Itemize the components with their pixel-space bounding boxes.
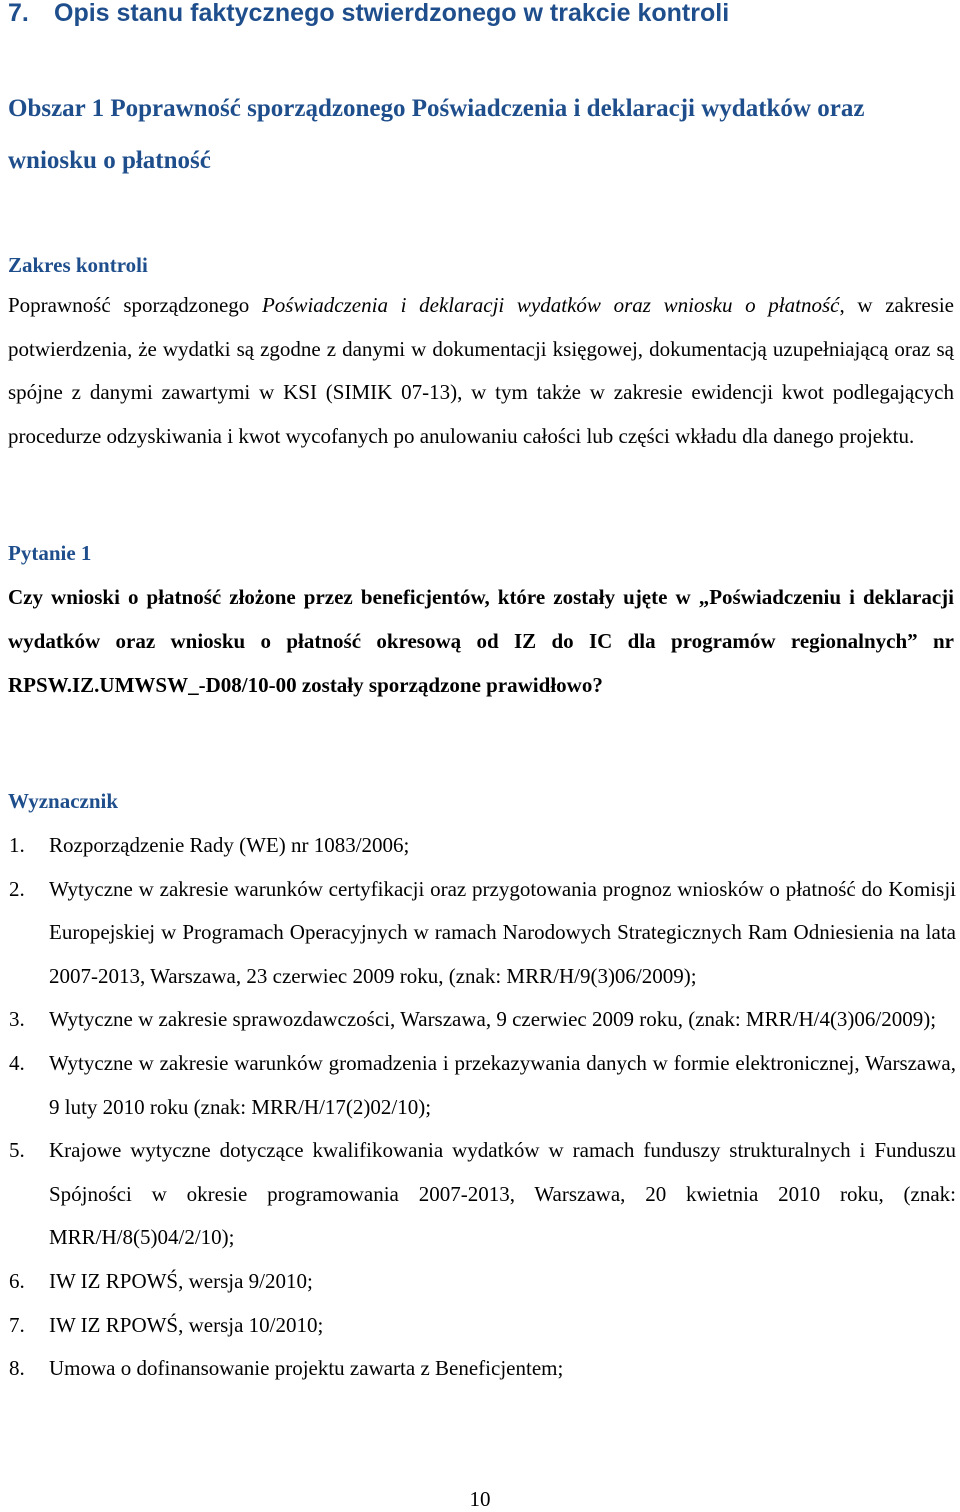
indicator-item-text: Wytyczne w zakresie sprawozdawczości, Warszawa, 9 czerwiec 2009 roku, (znak: MRR/H/4(3)06/2009); — [49, 1007, 937, 1032]
indicator-item — [0, 1347, 956, 1391]
indicator-item-text: Krajowe wytyczne dotyczące kwalifikowania wydatków w ramach funduszy strukturalnych i Funduszu Spójności w okresie programowania 2007-2013, Warszawa, 20 kwietnia 2010 roku, (znak: MRR/H/8(5)04/2/10); — [49, 1138, 956, 1250]
indicator-item-text: Wytyczne w zakresie warunków gromadzenia i przekazywania danych w formie elektronicznej, Warszawa, 9 luty 2010 roku (znak: MRR/H/17(2)02/10); — [49, 1050, 956, 1119]
indicator-item-number: 2. — [9, 876, 25, 901]
indicator-item-number: 1. — [9, 833, 25, 857]
section-number: 7. — [8, 0, 29, 27]
indicator-item-number: 8. — [9, 1356, 25, 1381]
indicator-item — [0, 1260, 956, 1304]
page-number: 10 — [469, 1487, 491, 1511]
indicator-list — [0, 824, 956, 1391]
indicator-item — [0, 1129, 956, 1260]
section-heading — [8, 0, 729, 30]
area-heading: Obszar 1 Poprawność sporządzonego Poświadczenia i deklaracji wydatków oraz wniosku o płatność — [8, 95, 865, 174]
indicator-item-text: Umowa o dofinansowanie projektu zawarta z Beneficjentem; — [49, 1356, 564, 1381]
indicator-item-number: 6. — [9, 1268, 25, 1293]
indicator-item — [0, 1042, 956, 1129]
indicator-item-number: 4. — [9, 1050, 25, 1075]
indicator-item-number: 3. — [9, 1007, 25, 1032]
section-title: Opis stanu faktycznego stwierdzonego w trakcie kontroli — [54, 0, 730, 27]
indicator-item-text: IW IZ RPOWŚ, wersja 9/2010; — [49, 1268, 313, 1293]
question-text: Czy wnioski o płatność złożone przez beneficjentów, które zostały ujęte w „Poświadczeniu i deklaracji wydatków oraz wniosku o płatność okresową od IZ do IC dla programów regionalnych” nr RPSW.IZ.UMWSW_-D08/10-00 zostały sporządzone prawidłowo? — [8, 585, 954, 697]
scope-label: Zakres kontroli — [8, 253, 148, 277]
indicator-item-text: Rozporządzenie Rady (WE) nr 1083/2006; — [49, 833, 410, 857]
indicator-item — [0, 998, 956, 1042]
indicator-label: Wyznacznik — [8, 789, 119, 813]
indicator-item — [0, 1304, 956, 1348]
indicator-item-text: Wytyczne w zakresie warunków certyfikacji oraz przygotowania prognoz wniosków o płatność do Komisji Europejskiej w Programach Operacyjnych w ramach Narodowych Strategicznych Ram Odniesienia na lata 2007-2013, Warszawa, 23 czerwiec 2009 roku, (znak: MRR/H/9(3)06/2009); — [49, 876, 956, 988]
scope-paragraph — [8, 284, 954, 458]
scope-text-italic: Poświadczenia i deklaracji wydatków oraz wniosku o płatność — [261, 293, 840, 317]
indicator-item-number: 7. — [9, 1312, 25, 1337]
indicator-item-number: 5. — [9, 1138, 25, 1163]
indicator-item — [0, 824, 956, 868]
scope-text-start: Poprawność sporządzonego — [8, 293, 262, 317]
question-label: Pytanie 1 — [8, 541, 92, 565]
indicator-item-text: IW IZ RPOWŚ, wersja 10/2010; — [49, 1312, 324, 1337]
indicator-item — [0, 868, 956, 999]
scope-text-end: , w zakresie potwierdzenia, że wydatki są zgodne z danymi w dokumentacji księgowej, dokumentacją uzupełniającą oraz są spójne z danymi zawartymi w KSI (SIMIK 07-13), w tym także w zakresie ewidencji kwot podlegających procedurze odzyskiwania i kwot wycofanych po anulowaniu całości lub części wkładu dla danego projektu. — [8, 293, 954, 448]
